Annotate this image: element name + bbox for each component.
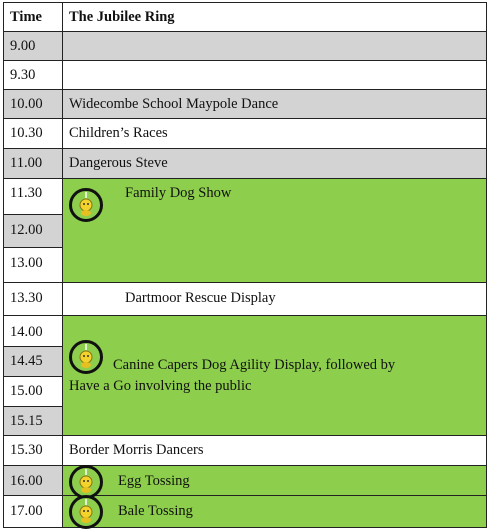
time-label: 10.30 <box>10 125 43 141</box>
time-cell <box>3 60 63 90</box>
event-cell <box>62 89 487 119</box>
time-label: 13.00 <box>10 255 43 271</box>
event-label: Widecombe School Maypole Dance <box>69 96 279 112</box>
time-label: 12.00 <box>10 222 43 238</box>
time-cell <box>3 31 63 61</box>
time-cell <box>3 315 63 347</box>
dog-show-badge-icon <box>69 340 103 374</box>
time-cell <box>3 465 63 496</box>
time-label: 14.45 <box>10 353 43 369</box>
time-label: 16.00 <box>10 473 43 489</box>
header-title: The Jubilee Ring <box>69 9 175 25</box>
time-cell <box>3 435 63 466</box>
time-label: 11.30 <box>10 185 43 201</box>
event-label: Dartmoor Rescue Display <box>125 290 276 306</box>
event-label: Family Dog Show <box>125 185 232 201</box>
event-cell-canine-capers <box>62 315 487 436</box>
time-label: 15.00 <box>10 383 43 399</box>
event-label: Canine Capers Dog Agility Display, followed by <box>113 357 396 373</box>
event-cell <box>62 465 487 496</box>
time-label: 11.00 <box>10 155 43 171</box>
time-cell <box>3 118 63 149</box>
event-label: Border Morris Dancers <box>69 442 204 458</box>
event-cell-family-dog-show <box>62 178 487 283</box>
time-cell <box>3 282 63 316</box>
time-label: 15.30 <box>10 442 43 458</box>
time-cell <box>3 148 63 179</box>
time-label: 10.00 <box>10 96 43 112</box>
dog-show-badge-icon <box>69 188 103 222</box>
event-cell <box>62 31 487 61</box>
event-cell <box>62 282 487 316</box>
time-label: 9.00 <box>10 38 36 54</box>
event-label: Bale Tossing <box>118 503 193 519</box>
time-cell <box>3 346 63 377</box>
event-cell <box>62 60 487 90</box>
time-label: 13.30 <box>10 290 43 306</box>
time-label: 15.15 <box>10 413 43 429</box>
time-cell <box>3 376 63 407</box>
header-title-cell <box>62 2 487 32</box>
time-cell <box>3 406 63 436</box>
event-cell <box>62 148 487 179</box>
event-cell <box>62 118 487 149</box>
event-label: Dangerous Steve <box>69 155 168 171</box>
dog-show-badge-icon <box>69 465 103 499</box>
time-cell <box>3 89 63 119</box>
event-cell <box>62 495 487 528</box>
header-time-cell <box>3 2 63 32</box>
time-label: 9.30 <box>10 67 36 83</box>
event-label: Egg Tossing <box>118 473 190 489</box>
time-cell <box>3 214 63 248</box>
time-label: 17.00 <box>10 503 43 519</box>
dog-show-badge-icon <box>69 495 103 529</box>
event-label: Have a Go involving the public <box>69 378 252 394</box>
event-label: Children’s Races <box>69 125 168 141</box>
time-label: 14.00 <box>10 324 43 340</box>
time-cell <box>3 247 63 283</box>
event-cell <box>62 435 487 466</box>
time-cell <box>3 178 63 215</box>
header-time: Time <box>10 9 42 25</box>
time-cell <box>3 495 63 528</box>
